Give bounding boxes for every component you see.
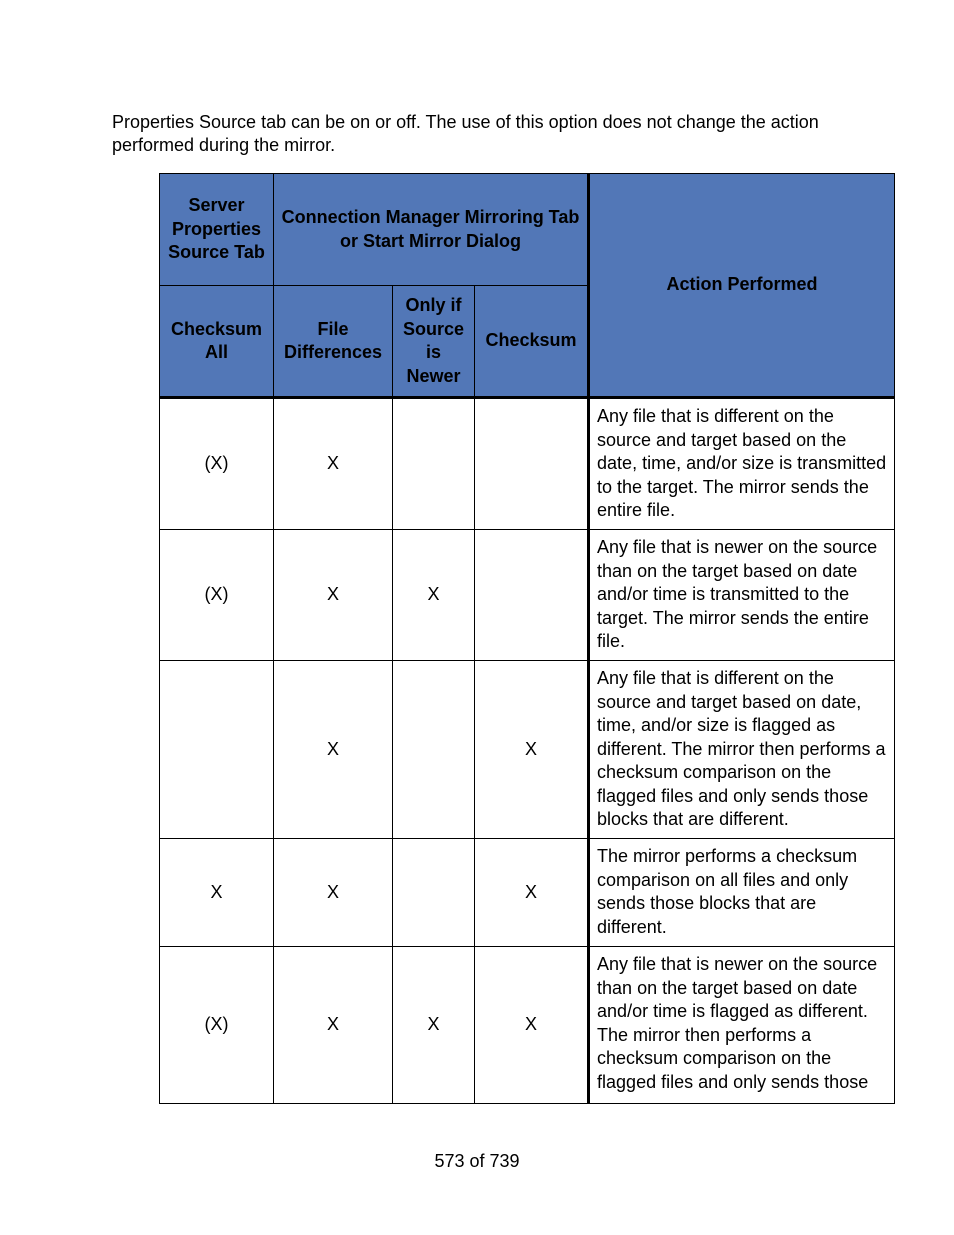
cell-checksum bbox=[475, 398, 589, 530]
mirror-options-table bbox=[159, 173, 895, 1104]
cell-action: Any file that is newer on the source than on the target based on date and/or time is transmitted to the target. The mirror sends the entire file. bbox=[589, 530, 895, 661]
cell-file-differences: X bbox=[274, 839, 393, 947]
cell-action: The mirror performs a checksum comparison on all files and only sends those blocks that are different. bbox=[589, 839, 895, 947]
header-only-if-newer: Only if Source is Newer bbox=[393, 286, 475, 398]
cell-checksum: X bbox=[475, 661, 589, 839]
cell-checksum bbox=[475, 530, 589, 661]
cell-only-if-newer bbox=[393, 839, 475, 947]
cell-file-differences: X bbox=[274, 530, 393, 661]
cell-checksum-all: (X) bbox=[160, 530, 274, 661]
table-row bbox=[160, 661, 895, 839]
header-server-properties: Server Properties Source Tab bbox=[160, 174, 274, 286]
table-row bbox=[160, 839, 895, 947]
cell-action: Any file that is different on the source and target based on the date, time, and/or size is transmitted to the target. The mirror sends the entire file. bbox=[589, 398, 895, 530]
cell-action: Any file that is newer on the source than on the target based on date and/or time is flagged as different. The mirror then performs a checksum comparison on the flagged files and only sends those bbox=[589, 947, 895, 1104]
cell-file-differences: X bbox=[274, 947, 393, 1104]
header-checksum-all: Checksum All bbox=[160, 286, 274, 398]
header-row-group bbox=[160, 174, 895, 286]
cell-checksum-all: (X) bbox=[160, 398, 274, 530]
cell-checksum-all bbox=[160, 661, 274, 839]
cell-only-if-newer: X bbox=[393, 530, 475, 661]
header-connection-manager: Connection Manager Mirroring Tab or Start Mirror Dialog bbox=[274, 174, 589, 286]
cell-checksum: X bbox=[475, 839, 589, 947]
table-row bbox=[160, 947, 895, 1104]
header-action-performed: Action Performed bbox=[589, 174, 895, 398]
cell-file-differences: X bbox=[274, 661, 393, 839]
cell-checksum-all: (X) bbox=[160, 947, 274, 1104]
table-row bbox=[160, 398, 895, 530]
cell-only-if-newer bbox=[393, 398, 475, 530]
cell-file-differences: X bbox=[274, 398, 393, 530]
cell-checksum: X bbox=[475, 947, 589, 1104]
header-checksum: Checksum bbox=[475, 286, 589, 398]
cell-only-if-newer: X bbox=[393, 947, 475, 1104]
cell-checksum-all: X bbox=[160, 839, 274, 947]
header-file-differences: File Differences bbox=[274, 286, 393, 398]
cell-only-if-newer bbox=[393, 661, 475, 839]
page-number: 573 of 739 bbox=[434, 1151, 520, 1171]
table-row bbox=[160, 530, 895, 661]
cell-action: Any file that is different on the source and target based on date, time, and/or size is flagged as different. The mirror then performs a checksum comparison on the flagged files and only sends those blocks that are different. bbox=[589, 661, 895, 839]
intro-paragraph: Properties Source tab can be on or off. The use of this option does not change the action performed during the mirror. bbox=[112, 112, 819, 155]
